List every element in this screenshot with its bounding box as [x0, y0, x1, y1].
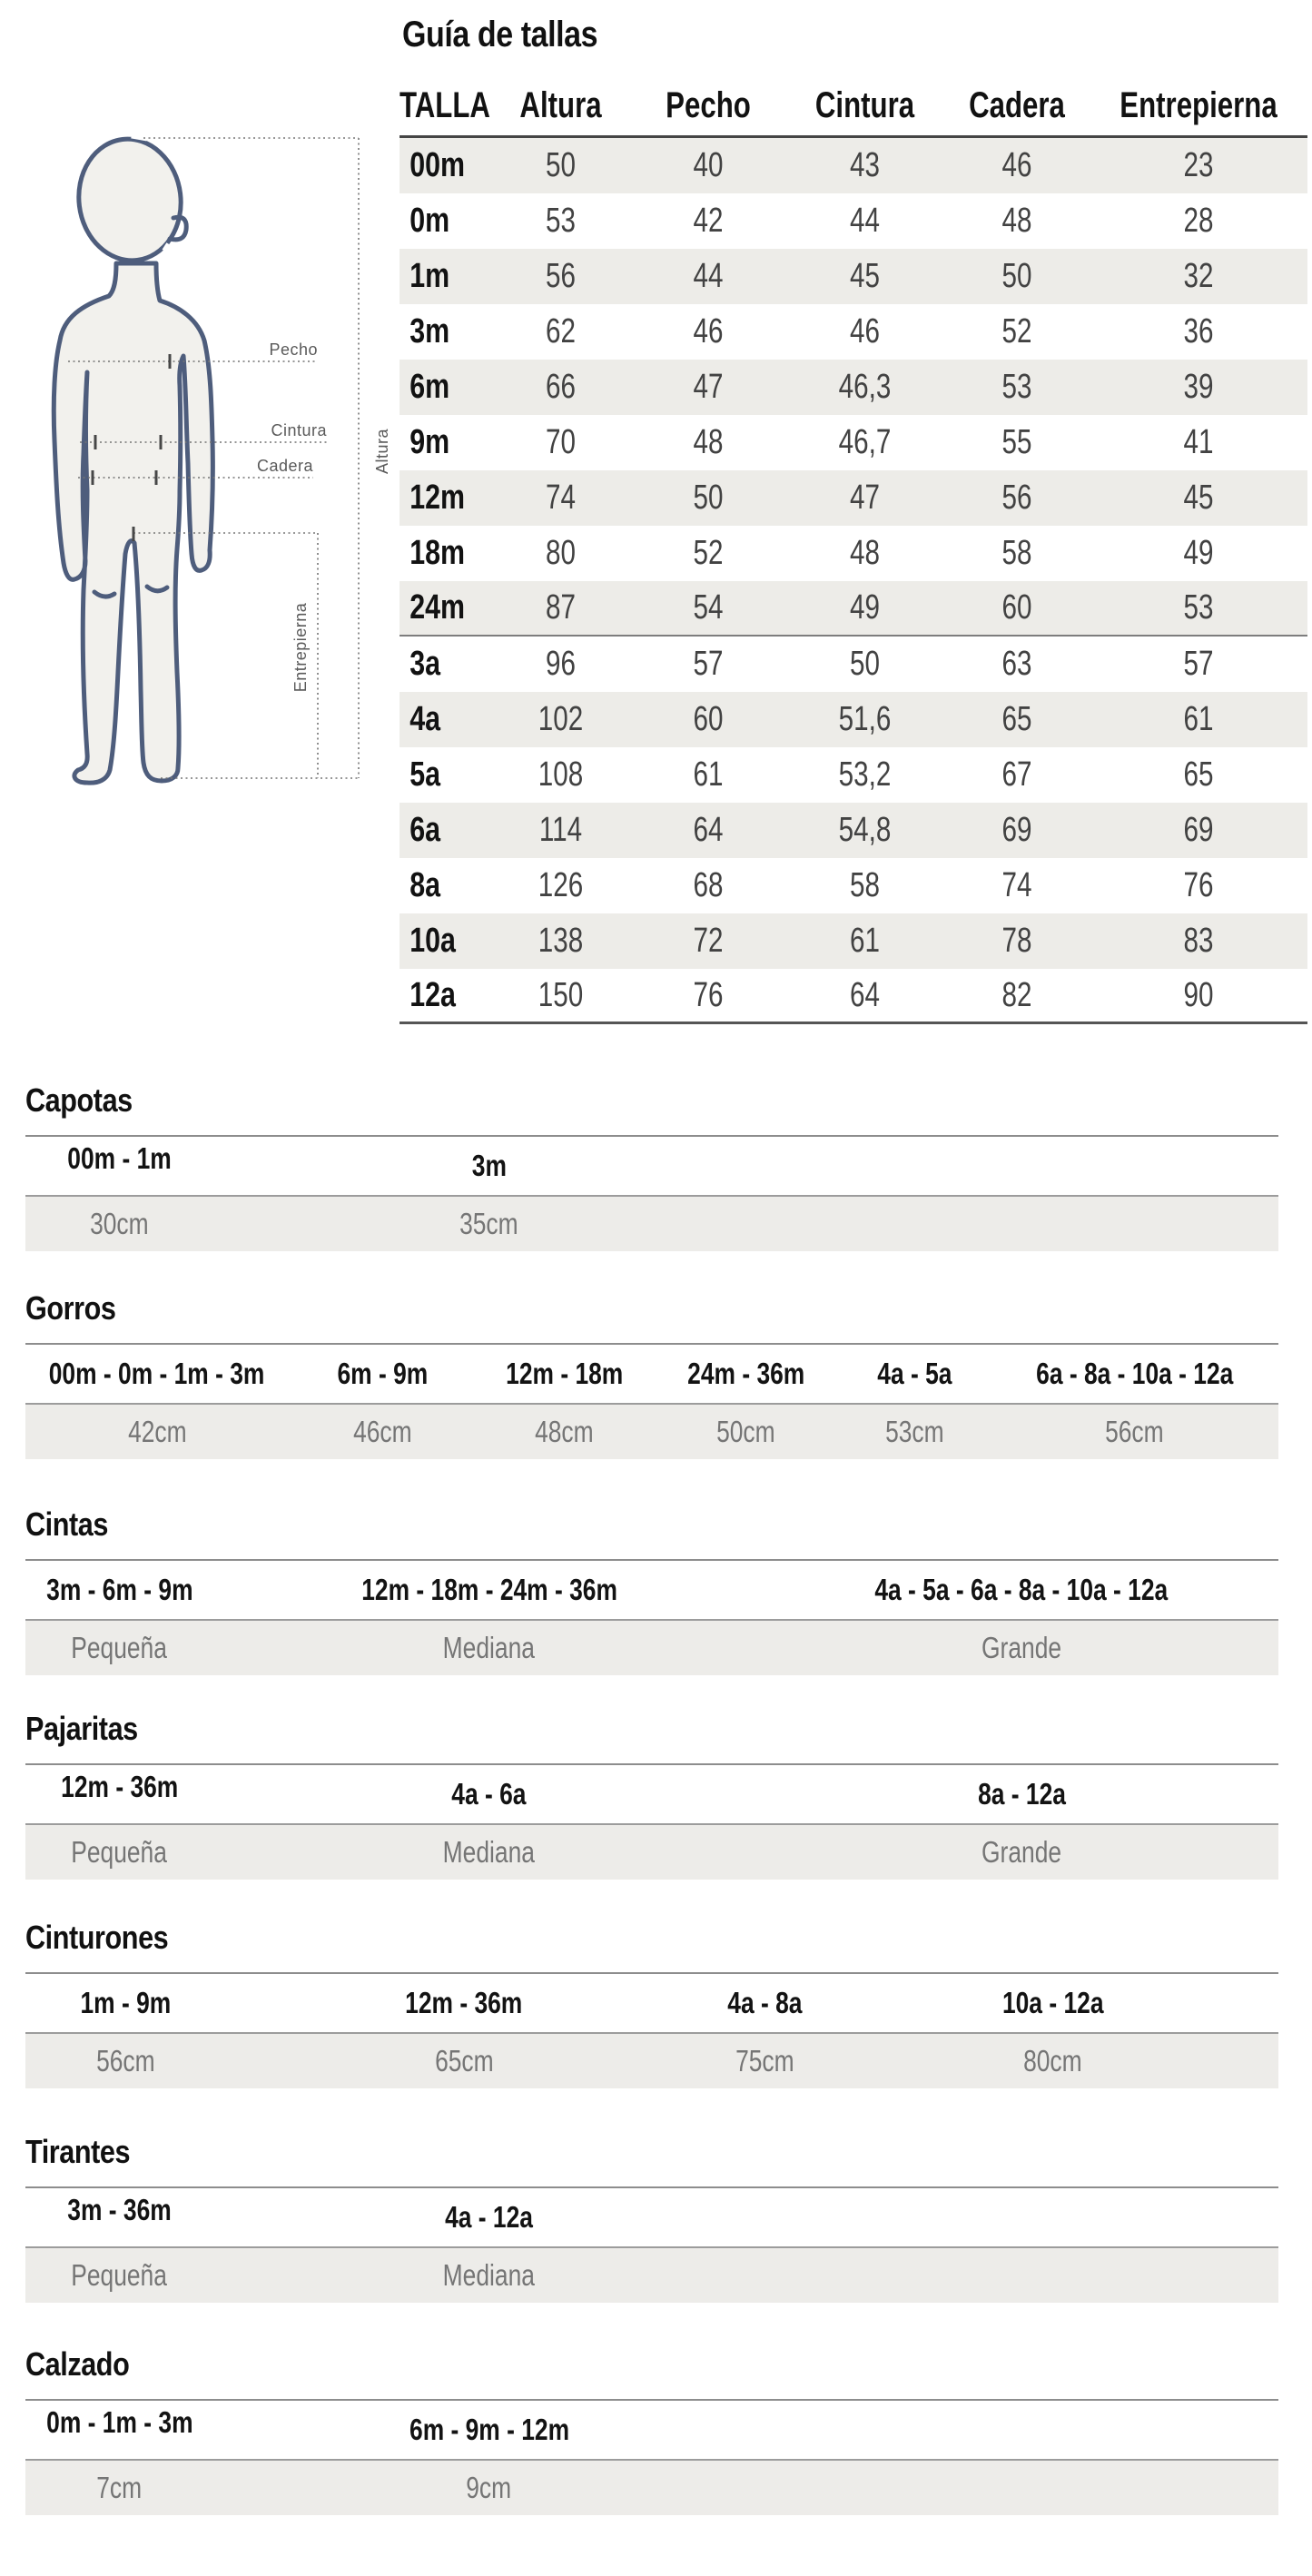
size-range — [213, 2188, 765, 2246]
table-row — [400, 913, 1307, 969]
table-row — [400, 138, 1307, 193]
measure-value: 69 — [1183, 811, 1214, 849]
section-title: Calzado — [25, 2345, 130, 2383]
measure-value: 57 — [1183, 645, 1214, 683]
size-range — [25, 2181, 213, 2239]
measure-value: 36 — [1183, 312, 1214, 350]
measure-value: 61 — [693, 755, 724, 794]
measure-value: 46 — [850, 312, 880, 350]
size-label: 6a — [409, 811, 441, 849]
measure-value: 42 — [693, 202, 724, 240]
size-range — [25, 1974, 226, 2032]
table-row — [400, 692, 1307, 747]
section-tirantes — [25, 2134, 1278, 2303]
size-range — [765, 1765, 1278, 1823]
section-title: Pajaritas — [25, 1710, 138, 1747]
size-range — [702, 1974, 827, 2032]
size-range-text: 8a - 12a — [977, 1777, 1066, 1811]
measure-value: 56 — [546, 257, 576, 295]
size-range-row — [25, 1135, 1278, 1195]
measure-value: 126 — [538, 866, 584, 904]
measure-value: 60 — [693, 700, 724, 738]
size-value-text: 80cm — [1023, 2044, 1082, 2078]
measure-value: 58 — [1001, 534, 1032, 572]
measure-value: 57 — [693, 645, 724, 683]
size-range — [765, 1561, 1278, 1619]
page-title: Guía de tallas — [402, 15, 598, 54]
inseam-label: Entrepierna — [291, 602, 310, 693]
size-range-text: 24m - 36m — [686, 1357, 805, 1390]
table-row — [400, 858, 1307, 913]
measure-value: 46 — [1001, 146, 1032, 184]
size-label: 18m — [409, 534, 466, 572]
measure-value: 39 — [1183, 368, 1214, 406]
size-value — [991, 1405, 1278, 1459]
size-label: 1m — [409, 257, 450, 295]
measure-value: 23 — [1183, 146, 1214, 184]
column-header-cadera: Cadera — [969, 85, 1065, 125]
table-row — [400, 193, 1307, 249]
size-value-text: 42cm — [127, 1415, 187, 1448]
size-value-text: 75cm — [735, 2044, 794, 2078]
size-value — [25, 2461, 213, 2515]
measure-value: 76 — [1183, 866, 1214, 904]
size-value-row — [25, 2032, 1278, 2088]
size-range-text: 0m - 1m - 3m — [45, 2405, 193, 2439]
size-range — [25, 1758, 213, 1816]
size-label: 3a — [409, 645, 441, 683]
measure-value: 49 — [850, 588, 880, 627]
measure-value: 41 — [1183, 423, 1214, 461]
measure-value: 65 — [1183, 755, 1214, 794]
section-title: Cintas — [25, 1505, 108, 1543]
size-value — [289, 1405, 477, 1459]
measure-value: 49 — [1183, 534, 1214, 572]
size-range-row — [25, 1763, 1278, 1823]
table-row — [400, 304, 1307, 360]
measure-value: 43 — [850, 146, 880, 184]
size-value-text: 35cm — [459, 1207, 518, 1240]
measure-value: 76 — [693, 975, 724, 1014]
size-range — [25, 1130, 213, 1188]
measure-value: 53,2 — [838, 755, 892, 794]
measure-value: 67 — [1001, 755, 1032, 794]
size-value-text: 56cm — [1104, 1415, 1164, 1448]
size-range — [213, 1561, 765, 1619]
measure-value: 150 — [538, 975, 584, 1014]
section-title: Tirantes — [25, 2133, 131, 2170]
size-value — [827, 2034, 1278, 2088]
size-label: 9m — [409, 423, 450, 461]
size-range — [827, 1974, 1278, 2032]
size-value-text: Pequeña — [71, 1631, 168, 1664]
size-value-text: Grande — [982, 1835, 1062, 1869]
section-cinturones — [25, 1920, 1278, 2088]
measure-value: 48 — [850, 534, 880, 572]
size-label: 4a — [409, 700, 441, 738]
size-range-text: 00m - 1m — [67, 1141, 172, 1175]
size-label: 8a — [409, 866, 441, 904]
measure-value: 54 — [693, 588, 724, 627]
size-range — [226, 1974, 702, 2032]
size-label: 10a — [409, 922, 456, 960]
size-range-text: 6m - 9m - 12m — [409, 2413, 569, 2446]
measure-value: 114 — [538, 811, 583, 849]
size-value-text: 65cm — [434, 2044, 494, 2078]
size-range-row — [25, 1343, 1278, 1403]
table-row — [400, 969, 1307, 1024]
measure-value: 61 — [1183, 700, 1214, 738]
size-range — [477, 1345, 652, 1403]
size-value — [213, 2461, 765, 2515]
size-range — [840, 1345, 991, 1403]
measure-value: 74 — [1001, 866, 1032, 904]
size-value — [25, 1621, 213, 1675]
size-range-text: 12m - 36m — [405, 1986, 523, 2019]
size-value — [213, 2248, 765, 2303]
section-title: Capotas — [25, 1081, 133, 1119]
table-row — [400, 526, 1307, 581]
size-value — [765, 1825, 1278, 1880]
table-row — [400, 470, 1307, 526]
measure-value: 32 — [1183, 257, 1214, 295]
measure-value: 66 — [546, 368, 576, 406]
size-range-text: 12m - 36m — [60, 1770, 179, 1803]
measure-value: 45 — [1183, 479, 1214, 517]
measure-value: 50 — [1001, 257, 1032, 295]
measure-value: 80 — [546, 534, 576, 572]
size-range-text: 4a - 8a — [727, 1986, 803, 2019]
measure-value: 82 — [1001, 975, 1032, 1014]
size-value-text: 7cm — [96, 2471, 143, 2504]
section-title: Gorros — [25, 1289, 116, 1327]
size-value — [25, 1405, 289, 1459]
column-header-talla: TALLA — [400, 85, 490, 125]
size-value-text: 46cm — [353, 1415, 412, 1448]
measure-value: 44 — [850, 202, 880, 240]
size-label: 12m — [409, 479, 466, 517]
size-label: 0m — [409, 202, 450, 240]
size-range — [25, 1345, 289, 1403]
size-range — [652, 1345, 840, 1403]
hip-label: Cadera — [256, 457, 313, 475]
child-body-outline — [54, 263, 212, 783]
measure-value: 53 — [1183, 588, 1214, 627]
size-range-text: 1m - 9m — [80, 1986, 172, 2019]
size-value — [840, 1405, 991, 1459]
measure-value: 51,6 — [838, 700, 892, 738]
size-table-header — [400, 78, 1307, 138]
size-value-text: 56cm — [96, 2044, 155, 2078]
measure-value: 58 — [850, 866, 880, 904]
measure-value: 63 — [1001, 645, 1032, 683]
size-value — [477, 1405, 652, 1459]
measure-value: 50 — [546, 146, 576, 184]
size-range-text: 10a - 12a — [1001, 1986, 1104, 2019]
size-value — [25, 2248, 213, 2303]
size-range — [213, 1137, 765, 1195]
size-range-text: 3m — [471, 1149, 507, 1182]
measure-value: 102 — [538, 700, 584, 738]
measure-value: 70 — [546, 423, 576, 461]
column-header-pecho: Pecho — [666, 85, 751, 125]
size-value — [213, 1197, 765, 1251]
section-pajaritas — [25, 1711, 1278, 1880]
size-label: 24m — [409, 588, 466, 627]
section-capotas — [25, 1082, 1278, 1251]
size-value-text: Mediana — [442, 2258, 536, 2292]
column-header-entrepierna: Entrepierna — [1120, 85, 1277, 125]
table-row — [400, 581, 1307, 637]
size-value-text: Pequeña — [71, 2258, 168, 2292]
measure-value: 47 — [850, 479, 880, 517]
measure-value: 53 — [1001, 368, 1032, 406]
size-range-text: 3m - 36m — [67, 2193, 172, 2226]
size-table — [400, 78, 1307, 1024]
size-range-text: 6a - 8a - 10a - 12a — [1035, 1357, 1233, 1390]
chest-label: Pecho — [269, 341, 318, 359]
size-value-row — [25, 1619, 1278, 1675]
size-range-text: 4a - 6a — [451, 1777, 527, 1811]
measure-value: 69 — [1001, 811, 1032, 849]
child-body-illustration — [45, 127, 409, 790]
size-value — [213, 1621, 765, 1675]
size-range-row — [25, 2399, 1278, 2459]
size-value-row — [25, 1823, 1278, 1880]
size-value — [226, 2034, 702, 2088]
measure-value: 50 — [693, 479, 724, 517]
measure-value: 47 — [693, 368, 724, 406]
size-value-text: 50cm — [716, 1415, 775, 1448]
section-gorros — [25, 1290, 1278, 1459]
table-row — [400, 747, 1307, 803]
measure-value: 44 — [693, 257, 724, 295]
section-calzado — [25, 2346, 1278, 2515]
size-label: 00m — [409, 146, 466, 184]
size-range-text: 12m - 18m - 24m - 36m — [360, 1573, 617, 1606]
table-row — [400, 360, 1307, 415]
size-range — [213, 1765, 765, 1823]
measure-value: 52 — [1001, 312, 1032, 350]
table-row — [400, 637, 1307, 692]
size-label: 5a — [409, 755, 441, 794]
size-range-text: 6m - 9m — [337, 1357, 429, 1390]
size-range-row — [25, 2186, 1278, 2246]
size-value — [25, 1197, 213, 1251]
measure-value: 78 — [1001, 922, 1032, 960]
measure-value: 72 — [693, 922, 724, 960]
size-range — [25, 2393, 213, 2452]
column-header-altura: Altura — [519, 85, 602, 125]
column-header-cintura: Cintura — [814, 85, 915, 125]
measure-value: 68 — [693, 866, 724, 904]
measure-value: 53 — [546, 202, 576, 240]
table-row — [400, 803, 1307, 858]
measure-value: 50 — [850, 645, 880, 683]
size-range-text: 4a - 5a — [877, 1357, 952, 1390]
size-value-row — [25, 1403, 1278, 1459]
size-value-text: Grande — [982, 1631, 1062, 1664]
table-row — [400, 415, 1307, 470]
waist-label: Cintura — [271, 421, 327, 439]
size-value-text: Mediana — [442, 1631, 536, 1664]
height-label: Altura — [373, 428, 391, 475]
size-label: 6m — [409, 368, 450, 406]
measure-value: 46,3 — [838, 368, 892, 406]
size-table-body — [400, 138, 1307, 1024]
measure-value: 64 — [693, 811, 724, 849]
measure-value: 61 — [850, 922, 880, 960]
size-value — [702, 2034, 827, 2088]
size-value-text: Mediana — [442, 1835, 536, 1869]
size-range-text: 4a - 12a — [445, 2200, 534, 2234]
measure-value: 74 — [546, 479, 576, 517]
measure-value: 60 — [1001, 588, 1032, 627]
size-value — [25, 1825, 213, 1880]
measure-value: 138 — [538, 922, 584, 960]
size-value-text: 30cm — [90, 1207, 149, 1240]
size-range — [213, 2401, 765, 2459]
size-label: 12a — [409, 975, 456, 1014]
measure-value: 45 — [850, 257, 880, 295]
size-value-text: Pequeña — [71, 1835, 168, 1869]
size-value — [765, 1621, 1278, 1675]
size-value-text: 48cm — [535, 1415, 594, 1448]
measure-value: 62 — [546, 312, 576, 350]
measure-value: 56 — [1001, 479, 1032, 517]
size-value-text: 9cm — [466, 2471, 512, 2504]
measure-value: 46 — [693, 312, 724, 350]
size-range-text: 4a - 5a - 6a - 8a - 10a - 12a — [874, 1573, 1169, 1606]
measure-value: 65 — [1001, 700, 1032, 738]
size-range-row — [25, 1559, 1278, 1619]
measure-value: 28 — [1183, 202, 1214, 240]
measure-value: 87 — [546, 588, 576, 627]
measure-value: 52 — [693, 534, 724, 572]
size-range-row — [25, 1972, 1278, 2032]
section-cintas — [25, 1506, 1278, 1675]
table-row — [400, 249, 1307, 304]
section-title: Cinturones — [25, 1919, 169, 1956]
measure-value: 90 — [1183, 975, 1214, 1014]
measure-value: 46,7 — [838, 423, 892, 461]
size-value-row — [25, 1195, 1278, 1251]
size-range — [991, 1345, 1278, 1403]
measure-value: 55 — [1001, 423, 1032, 461]
size-label: 3m — [409, 312, 450, 350]
measure-value: 40 — [693, 146, 724, 184]
measure-value: 54,8 — [838, 811, 892, 849]
measure-value: 96 — [546, 645, 576, 683]
measure-value: 64 — [850, 975, 880, 1014]
size-range — [289, 1345, 477, 1403]
size-range-text: 12m - 18m — [505, 1357, 623, 1390]
size-value-text: 53cm — [885, 1415, 945, 1448]
size-range-text: 00m - 0m - 1m - 3m — [49, 1357, 265, 1390]
size-value — [25, 2034, 226, 2088]
size-range — [25, 1561, 213, 1619]
size-range-text: 3m - 6m - 9m — [45, 1573, 193, 1606]
size-value-row — [25, 2246, 1278, 2303]
measure-value: 108 — [538, 755, 584, 794]
size-value — [652, 1405, 840, 1459]
child-body-sketch — [54, 133, 212, 783]
size-value-row — [25, 2459, 1278, 2515]
measure-value: 48 — [1001, 202, 1032, 240]
measure-value: 48 — [693, 423, 724, 461]
size-value — [213, 1825, 765, 1880]
measure-value: 83 — [1183, 922, 1214, 960]
